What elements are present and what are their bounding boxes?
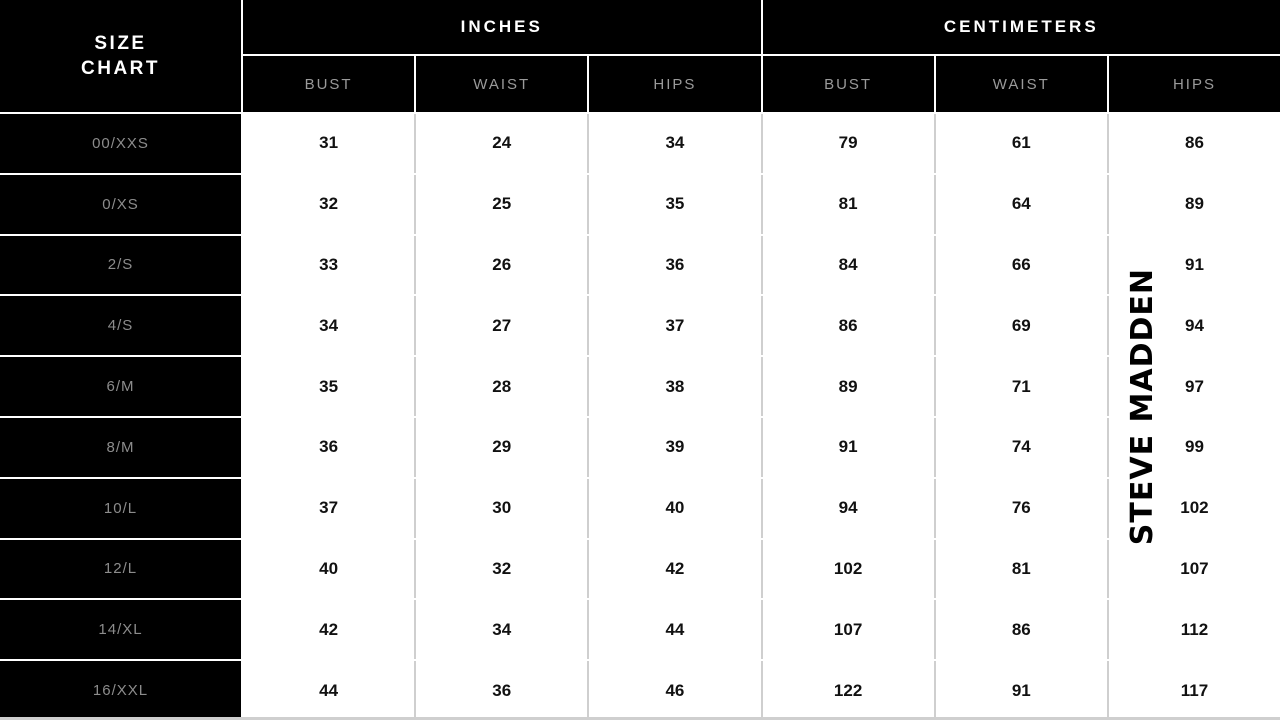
cell-cm-hips: 91 xyxy=(1109,236,1280,295)
cell-inches-bust: 32 xyxy=(243,175,416,234)
cell-cm-waist: 86 xyxy=(936,600,1109,659)
cell-cm-waist: 69 xyxy=(936,296,1109,355)
unit-group-centimeters: CENTIMETERS xyxy=(763,0,1280,54)
row-size-label: 0/XS xyxy=(0,175,243,234)
row-size-label: 16/XXL xyxy=(0,661,243,720)
cell-cm-waist: 71 xyxy=(936,357,1109,416)
cell-inches-waist: 34 xyxy=(416,600,589,659)
cell-cm-waist: 76 xyxy=(936,479,1109,538)
cell-inches-bust: 42 xyxy=(243,600,416,659)
row-size-label: 14/XL xyxy=(0,600,243,659)
table-row xyxy=(0,173,1280,234)
column-headers xyxy=(243,54,1280,112)
cell-inches-bust: 44 xyxy=(243,661,416,720)
row-size-label: 6/M xyxy=(0,357,243,416)
table-row xyxy=(0,659,1280,720)
row-size-label: 10/L xyxy=(0,479,243,538)
cell-cm-hips: 99 xyxy=(1109,418,1280,477)
cell-inches-bust: 36 xyxy=(243,418,416,477)
cell-inches-hips: 35 xyxy=(589,175,762,234)
unit-group-inches: INCHES xyxy=(243,0,763,54)
cell-cm-hips: 97 xyxy=(1109,357,1280,416)
cell-cm-waist: 61 xyxy=(936,114,1109,173)
cell-inches-bust: 34 xyxy=(243,296,416,355)
cell-cm-bust: 86 xyxy=(763,296,936,355)
cell-inches-waist: 29 xyxy=(416,418,589,477)
cell-inches-hips: 34 xyxy=(589,114,762,173)
cell-inches-waist: 27 xyxy=(416,296,589,355)
cell-inches-hips: 44 xyxy=(589,600,762,659)
cell-cm-bust: 81 xyxy=(763,175,936,234)
row-size-label: 8/M xyxy=(0,418,243,477)
brand-watermark: STEVE MADDEN xyxy=(1125,268,1160,546)
cell-inches-bust: 33 xyxy=(243,236,416,295)
cell-inches-waist: 28 xyxy=(416,357,589,416)
size-chart-title-line-2: CHART xyxy=(81,58,160,79)
row-size-label: 2/S xyxy=(0,236,243,295)
cell-cm-bust: 102 xyxy=(763,540,936,599)
cell-cm-bust: 79 xyxy=(763,114,936,173)
column-header-cm-waist: WAIST xyxy=(936,54,1109,112)
cell-inches-hips: 42 xyxy=(589,540,762,599)
cell-cm-waist: 74 xyxy=(936,418,1109,477)
cell-cm-bust: 91 xyxy=(763,418,936,477)
cell-inches-bust: 31 xyxy=(243,114,416,173)
cell-cm-hips: 89 xyxy=(1109,175,1280,234)
table-row xyxy=(0,598,1280,659)
cell-inches-hips: 40 xyxy=(589,479,762,538)
cell-inches-waist: 25 xyxy=(416,175,589,234)
cell-inches-bust: 37 xyxy=(243,479,416,538)
column-header-cm-hips: HIPS xyxy=(1109,54,1280,112)
cell-cm-waist: 81 xyxy=(936,540,1109,599)
row-size-label: 00/XXS xyxy=(0,114,243,173)
cell-inches-hips: 37 xyxy=(589,296,762,355)
cell-inches-hips: 39 xyxy=(589,418,762,477)
table-header xyxy=(0,0,1280,112)
table-row xyxy=(0,355,1280,416)
cell-cm-bust: 94 xyxy=(763,479,936,538)
cell-inches-waist: 36 xyxy=(416,661,589,720)
size-chart-title-line-1: SIZE xyxy=(94,33,147,54)
cell-inches-waist: 32 xyxy=(416,540,589,599)
cell-inches-waist: 24 xyxy=(416,114,589,173)
unit-group-headers xyxy=(243,0,1280,54)
cell-inches-bust: 35 xyxy=(243,357,416,416)
cell-cm-waist: 66 xyxy=(936,236,1109,295)
cell-inches-waist: 26 xyxy=(416,236,589,295)
cell-cm-hips: 94 xyxy=(1109,296,1280,355)
table-row xyxy=(0,234,1280,295)
cell-cm-hips: 107 xyxy=(1109,540,1280,599)
table-row xyxy=(0,477,1280,538)
row-size-label: 12/L xyxy=(0,540,243,599)
row-size-label: 4/S xyxy=(0,296,243,355)
cell-cm-hips: 112 xyxy=(1109,600,1280,659)
cell-cm-hips: 86 xyxy=(1109,114,1280,173)
cell-inches-hips: 38 xyxy=(589,357,762,416)
column-header-cm-bust: BUST xyxy=(763,54,936,112)
table-row xyxy=(0,538,1280,599)
table-row xyxy=(0,294,1280,355)
table-row xyxy=(0,112,1280,173)
cell-inches-waist: 30 xyxy=(416,479,589,538)
column-header-inches-bust: BUST xyxy=(243,54,416,112)
cell-cm-waist: 91 xyxy=(936,661,1109,720)
cell-inches-bust: 40 xyxy=(243,540,416,599)
unit-groups xyxy=(243,0,1280,112)
cell-cm-bust: 84 xyxy=(763,236,936,295)
table-body xyxy=(0,112,1280,720)
cell-inches-hips: 46 xyxy=(589,661,762,720)
cell-inches-hips: 36 xyxy=(589,236,762,295)
cell-cm-bust: 89 xyxy=(763,357,936,416)
column-header-inches-waist: WAIST xyxy=(416,54,589,112)
cell-cm-waist: 64 xyxy=(936,175,1109,234)
cell-cm-hips: 102 xyxy=(1109,479,1280,538)
cell-cm-hips: 117 xyxy=(1109,661,1280,720)
cell-cm-bust: 107 xyxy=(763,600,936,659)
table-row xyxy=(0,416,1280,477)
size-chart-title xyxy=(0,0,243,112)
column-header-inches-hips: HIPS xyxy=(589,54,762,112)
cell-cm-bust: 122 xyxy=(763,661,936,720)
